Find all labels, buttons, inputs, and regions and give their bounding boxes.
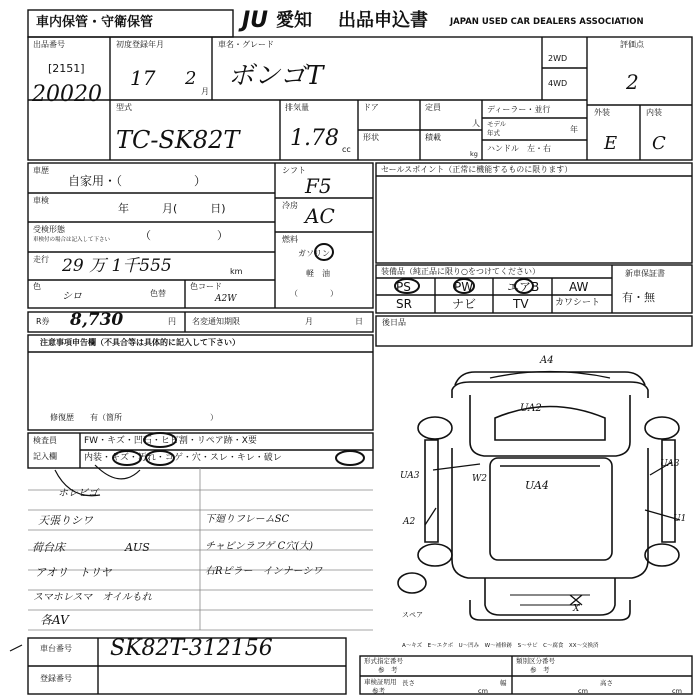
- inspector-line2: 内装・キズ・汚れ・コゲ・穴・スレ・キレ・破レ: [84, 453, 282, 463]
- mark-ua3-right: UA3: [660, 459, 680, 469]
- fuel-other: （ ）: [290, 289, 338, 298]
- color-code-label: 色コード: [190, 282, 222, 291]
- note-5: アオリ トリヤ: [35, 566, 112, 579]
- cert-label: 車検証明用: [364, 678, 397, 686]
- org-name: 愛知: [276, 10, 312, 31]
- doc-title: 出品申込書: [338, 10, 428, 31]
- load-label: 積載: [425, 133, 441, 142]
- mark-x: X: [573, 604, 580, 614]
- recycle-unit: 円: [168, 317, 176, 326]
- warranty-label: 新車保証書: [625, 269, 665, 278]
- interior-label: 内装: [646, 108, 662, 117]
- spare-label: スペア: [402, 611, 423, 619]
- chassis-value: SK82T-312156: [110, 636, 273, 661]
- registration-label: 登録番号: [40, 674, 72, 683]
- equip-tv: TV: [513, 297, 529, 311]
- exterior-label: 外装: [594, 108, 610, 117]
- mark-ua4: UA4: [525, 479, 549, 492]
- ownership-month: 月: [305, 317, 313, 326]
- ac-label: 冷房: [282, 201, 298, 210]
- length-label: 長さ: [402, 679, 415, 687]
- year-unit: 年: [570, 125, 578, 134]
- service-sub: 車検付の場合は記入して下さい: [33, 237, 111, 243]
- inspector-label-top: 検査員: [33, 436, 57, 445]
- car-name-label: 車名・グレード: [218, 40, 274, 49]
- width-label: 幅: [500, 679, 507, 687]
- category-label: 類別区分番号: [516, 657, 555, 665]
- service-value: （ ）: [140, 229, 228, 242]
- history-label: 車歴: [33, 166, 49, 175]
- note-7: 各AV: [40, 613, 69, 627]
- ref-2: 参 考: [530, 666, 550, 674]
- shift-label: シフト: [282, 166, 306, 175]
- car-name: ボンゴT: [228, 61, 324, 91]
- note-4: AUS: [125, 541, 150, 554]
- inspection-label: 車検: [33, 196, 49, 205]
- lot-label: 出品番号: [33, 40, 65, 49]
- inspection-value: 年 月( 日): [118, 202, 226, 215]
- displacement-label: 排気量: [285, 103, 309, 112]
- width-cm: cm: [578, 687, 588, 695]
- recycle-value: 8,730: [70, 310, 124, 330]
- exterior-grade: E: [604, 133, 618, 154]
- storage-label: 車内保管・守衛保管: [36, 15, 154, 30]
- fuel-label: 燃料: [282, 235, 298, 244]
- model-value: TC-SK82T: [116, 126, 240, 154]
- after-label: 後日品: [382, 318, 406, 327]
- displacement-unit: cc: [342, 145, 351, 154]
- ac-value: AC: [305, 204, 335, 228]
- equip-navi: ナビ: [452, 297, 477, 311]
- model-year-label: モデル: [487, 120, 507, 128]
- model-label: 型式: [116, 103, 132, 112]
- sales-point-label: セールスポイント（正常に機能するものに限ります）: [381, 165, 573, 174]
- recycle-label: R券: [36, 317, 50, 326]
- ownership-day: 日: [355, 317, 363, 326]
- shift-value: F5: [305, 174, 332, 198]
- drive-2wd: 2WD: [548, 54, 568, 63]
- door-label: ドア: [363, 103, 379, 112]
- ju-logo: JU: [242, 8, 269, 33]
- note-3: 荷台床: [32, 541, 65, 554]
- shape-label: 形状: [363, 133, 379, 142]
- warranty-value: 有・無: [622, 291, 655, 304]
- note-9: チャビンラフゲ С穴(大): [205, 541, 314, 552]
- ref-1: 参 考: [378, 666, 398, 674]
- damage-legend: A～キズ E～エクボ U～凹み W～補修跡 S～サビ C～腐食 XX～交換済: [402, 643, 599, 649]
- chassis-label: 車台番号: [40, 644, 72, 653]
- ownership-label: 名変通知期限: [192, 317, 240, 326]
- drive-4wd: 4WD: [548, 79, 568, 88]
- fuel-diesel: 軽 油: [306, 269, 330, 278]
- mark-a2: A2: [403, 517, 416, 527]
- inspector-line1: FW・キズ・凹石・ヒビ割・リペア跡・X要: [84, 436, 257, 446]
- mark-u1: U1: [673, 514, 687, 524]
- handle-label: ハンドル 左・右: [487, 144, 551, 153]
- mileage-value: 29 万 1千555: [62, 256, 172, 276]
- mileage-unit: km: [230, 267, 243, 276]
- load-unit: kg: [470, 150, 478, 158]
- mark-ua2: UA2: [520, 403, 542, 414]
- form-number-label: 形式指定番号: [364, 657, 403, 665]
- equip-airbag: エアB: [507, 280, 540, 294]
- displacement-value: 1.78: [290, 126, 339, 151]
- note-1: ホレビゴ: [58, 488, 98, 499]
- note-6: スマホレスマ オイルもれ: [33, 592, 152, 603]
- notes-label: 注意事項申告欄（不具合等は具体的に記入して下さい）: [40, 338, 240, 347]
- height-cm: cm: [672, 687, 682, 695]
- equip-ps: PS: [396, 280, 411, 294]
- mark-ua3-left: UA3: [400, 471, 420, 481]
- repair-label: 修復歴 有（箇所 ）: [50, 413, 218, 422]
- capacity-label: 定員: [425, 103, 441, 112]
- service-label: 受検形態: [33, 225, 65, 234]
- rating-label: 評価点: [620, 40, 644, 49]
- first-reg-label: 初度登録年月: [116, 40, 164, 49]
- model-year-label2: 年式: [487, 129, 500, 137]
- note-8: 下廻りフレームSC: [205, 514, 290, 525]
- color-code-value: A2W: [215, 294, 237, 304]
- equipment-label: 装備品（純正品に限り○をつけてください）: [381, 267, 540, 276]
- inspector-label-bottom: 記入欄: [33, 452, 57, 461]
- reg-month: 2: [185, 68, 197, 89]
- history-value: 自家用・（ ）: [68, 174, 207, 188]
- note-2: 天張りシワ: [38, 514, 93, 527]
- height-label: 高さ: [600, 679, 613, 687]
- lot-number: 20020: [32, 82, 102, 107]
- color-swatch-label: 色替: [150, 289, 166, 298]
- color-label: 色: [33, 282, 41, 291]
- equip-seat: カワシート: [555, 298, 601, 308]
- capacity-unit: 人: [472, 119, 480, 128]
- equip-pw: PW: [454, 280, 474, 294]
- rating-value: 2: [626, 70, 639, 94]
- fuel-gasoline: ガソリン: [298, 249, 330, 258]
- lot-small: [2151]: [48, 62, 85, 75]
- note-10: 右Rピラー インナーシワ: [205, 566, 323, 577]
- mileage-label: 走行: [33, 255, 49, 264]
- mark-w2: W2: [472, 474, 487, 484]
- equip-aw: AW: [569, 280, 589, 294]
- length-cm: cm: [478, 687, 488, 695]
- reg-year: 17: [130, 66, 156, 90]
- reg-month-unit: 月: [201, 87, 209, 96]
- equip-sr: SR: [396, 297, 412, 311]
- mark-a4: A4: [540, 355, 554, 366]
- assoc-name: JAPAN USED CAR DEALERS ASSOCIATION: [450, 17, 644, 27]
- interior-grade: C: [652, 133, 666, 154]
- dealer-label: ディーラー・並行: [487, 105, 551, 114]
- ref-3: 参考: [372, 687, 385, 695]
- color-value: シロ: [62, 291, 82, 302]
